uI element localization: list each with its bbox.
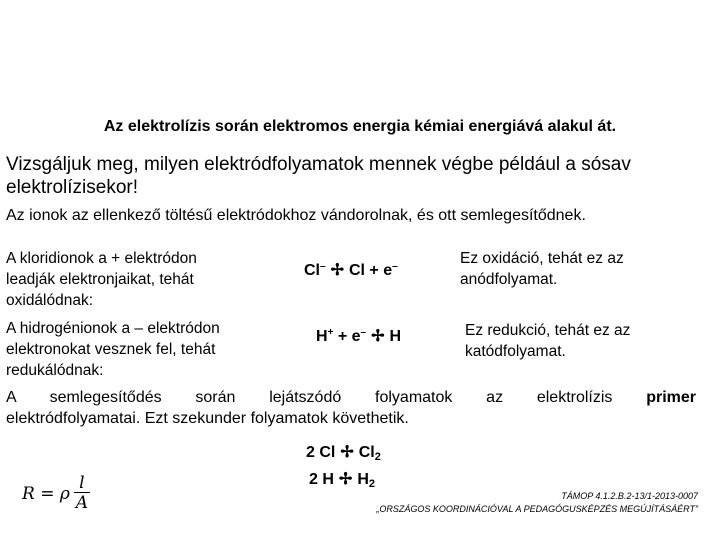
eq-chloride-left-charge: – bbox=[320, 261, 326, 272]
ions-migration-text: Az ionok az ellenkező töltésű elektródokhoz vándorolnak, és ott semlegesítődnek. bbox=[6, 207, 586, 224]
reaction-arrow-icon: ✢ bbox=[371, 328, 385, 345]
footer bbox=[376, 490, 698, 516]
slide-title: Az elektrolízis során elektromos energia kémiai energiává alakul át. bbox=[103, 118, 617, 135]
eq-cl2-right: Cl bbox=[358, 444, 375, 461]
secondary-equation-chlorine bbox=[306, 442, 381, 463]
eq-chloride-right-charge: – bbox=[392, 261, 398, 272]
chloride-equation bbox=[304, 260, 398, 280]
hydrogen-description: A hidrogénionok a – elektródon elektronokat vesznek fel, tehát redukálódnak: bbox=[6, 320, 220, 379]
eq-plus-electron: + e bbox=[337, 328, 361, 345]
chloride-note: Ez oxidáció, tehát ez az anódfolyamat. bbox=[460, 250, 624, 288]
secondary-equation-hydrogen bbox=[309, 469, 375, 490]
eq-h2-right: H bbox=[357, 471, 369, 488]
hydrogen-equation bbox=[316, 326, 401, 346]
intro-text: Vizsgáljuk meg, milyen elektródfolyamatok mennek végbe például a sósav elektrolízisekor! bbox=[6, 154, 631, 198]
hydrogen-note: Ez redukció, tehát ez az katódfolyamat. bbox=[465, 322, 631, 360]
eq-h-ion: H bbox=[316, 328, 328, 345]
formula-denominator: A bbox=[75, 493, 88, 513]
primer-text: A semlegesítődés során lejátszódó folyamatok az elektrolízis bbox=[6, 389, 613, 406]
primer-text-line1 bbox=[6, 387, 696, 408]
eq-cl2-subscript: 2 bbox=[374, 451, 381, 463]
primer-bold-word: primer bbox=[646, 389, 696, 406]
eq-electron-charge: – bbox=[360, 327, 367, 338]
chloride-description: A kloridionok a + elektródon leadják elektronjaikat, tehát oxidálódnak: bbox=[6, 250, 197, 309]
formula-lhs: R = ρ bbox=[22, 483, 70, 504]
footer-project-title: „ORSZÁGOS KOORDINÁCIÓVAL A PEDAGÓGUSKÉPZÉS MEGÚJÍTÁSÁÉRT” bbox=[376, 504, 698, 514]
formula-fraction bbox=[74, 474, 90, 513]
eq-chloride-left: Cl bbox=[304, 262, 320, 279]
footer-project-code: TÁMOP 4.1.2.B.2-13/1-2013-0007 bbox=[561, 491, 698, 501]
eq-2cl-left: 2 Cl bbox=[306, 444, 336, 461]
reaction-arrow-icon: ✢ bbox=[340, 444, 354, 461]
reaction-arrow-icon: ✢ bbox=[338, 471, 353, 488]
eq-h-charge: + bbox=[327, 327, 334, 338]
eq-h2-subscript: 2 bbox=[368, 478, 375, 490]
primer-text-line2: elektródfolyamatai. Ezt szekunder folyamatok követhetik. bbox=[6, 410, 409, 427]
eq-chloride-right: Cl + e bbox=[348, 262, 393, 279]
reaction-arrow-icon: ✢ bbox=[330, 262, 344, 279]
formula-numerator: l bbox=[79, 473, 85, 493]
eq-hydrogen-right: H bbox=[389, 328, 402, 345]
resistance-formula bbox=[22, 474, 90, 513]
eq-2h-left: 2 H bbox=[309, 471, 334, 488]
